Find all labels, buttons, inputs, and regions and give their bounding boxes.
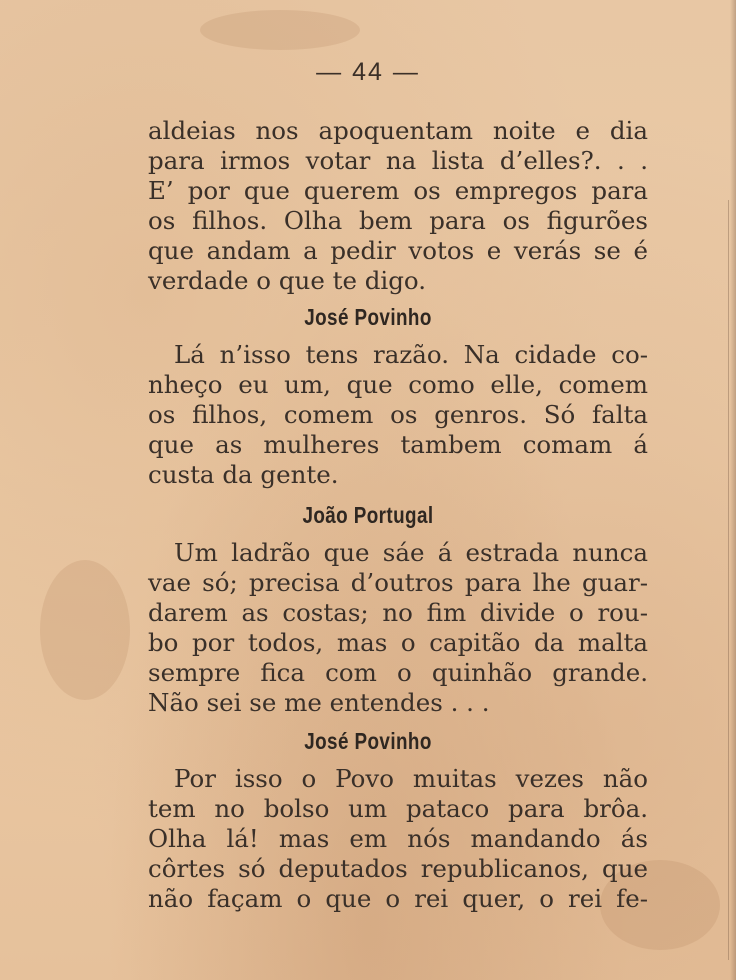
text-line: Lá n’isso tens razão. Na cidade co- [174, 340, 648, 369]
page-edge-shadow [730, 0, 736, 980]
text-line: custa da gente. [148, 460, 339, 489]
text-line: nheço eu um, que como elle, comem [148, 370, 648, 399]
page-fold [728, 200, 729, 960]
text-line: verdade o que te digo. [148, 266, 427, 295]
text-line: côrtes só deputados republicanos, que [148, 854, 648, 883]
text-line: não façam o que o rei quer, o rei fe- [148, 884, 648, 913]
text-line: vae só; precisa d’outros para lhe guar- [148, 568, 648, 597]
text-line: bo por todos, mas o capitão da malta [148, 628, 648, 657]
speaker-heading: José Povinho [304, 304, 432, 330]
text-line: os filhos. Olha bem para os figurões [148, 206, 648, 235]
text-line: Um ladrão que sáe á estrada nunca [174, 538, 648, 567]
paragraph-2 [148, 340, 648, 490]
paragraph-1 [148, 116, 648, 296]
speaker-heading: José Povinho [304, 728, 432, 754]
paper-stain [40, 560, 130, 700]
paragraph-3 [148, 538, 648, 718]
text-line: aldeias nos apoquentam noite e dia [148, 116, 648, 145]
text-line: E’ por que querem os empregos para [148, 176, 648, 205]
paper-stain [200, 10, 360, 50]
paragraph-4 [148, 764, 648, 914]
text-line: que andam a pedir votos e verás se é [148, 236, 648, 265]
text-line: tem no bolso um pataco para brôa. [148, 794, 648, 823]
text-line: Por isso o Povo muitas vezes não [174, 764, 648, 793]
text-line: Não sei se me entendes . . . [148, 688, 490, 717]
page-number: — 44 — [316, 58, 420, 86]
text-line: Olha lá! mas em nós mandando ás [148, 824, 648, 853]
text-line: sempre fica com o quinhão grande. [148, 658, 648, 687]
text-line: darem as costas; no fim divide o rou- [148, 598, 648, 627]
text-line: para irmos votar na lista d’elles?. . . [148, 146, 648, 175]
text-line: que as mulheres tambem comam á [148, 430, 648, 459]
text-line: os filhos, comem os genros. Só falta [148, 400, 648, 429]
speaker-heading: João Portugal [302, 502, 434, 528]
